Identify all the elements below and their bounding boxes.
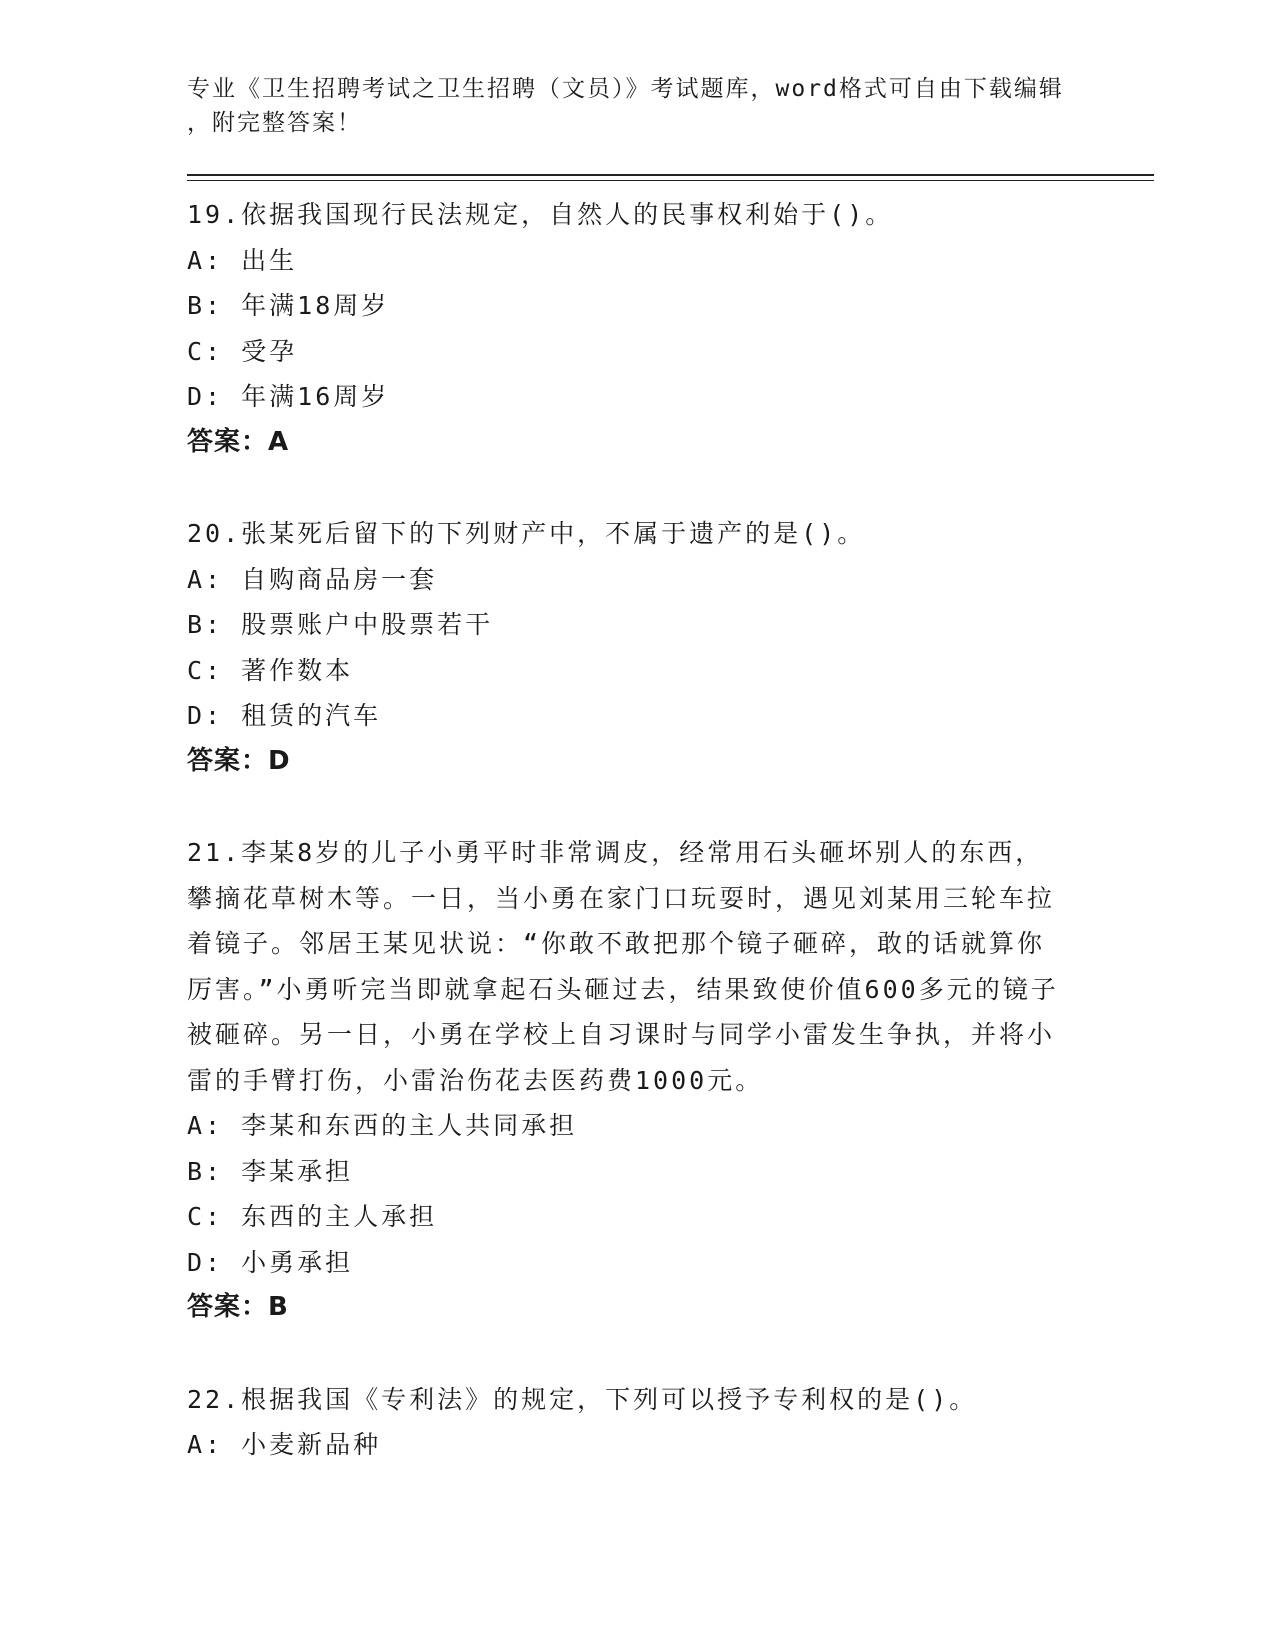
option-b: B: 李某承担: [187, 1156, 354, 1186]
question-22: [187, 1377, 1067, 1468]
question-21: [187, 830, 1067, 1331]
question-list: [187, 192, 1067, 1514]
answer-label: 答案：A: [187, 426, 290, 457]
question-stem: 21.李某8岁的儿子小勇平时非常调皮，经常用石头砸坏别人的东西，攀摘花草树木等。一日，当小勇在家门口玩耍时，遇见刘某用三轮车拉着镜子。邻居王某见状说：“你敢不敢把那个镜子砸碎，敢的话就算你厉害。”小勇听完当即就拿起石头砸过去，结果致使价值600多元的镜子被砸碎。另一日，小勇在学校上自习课时与同学小雷发生争执，并将小雷的手臂打伤，小雷治伤花去医药费1000元。: [187, 838, 1059, 1095]
option-c: C: 东西的主人承担: [187, 1202, 438, 1231]
option-a: A: 自购商品房一套: [187, 564, 438, 594]
option-a: A: 小麦新品种: [187, 1430, 382, 1459]
option-a: A: 李某和东西的主人共同承担: [187, 1111, 578, 1140]
question-19: [187, 192, 1067, 465]
option-b: B: 股票账户中股票若干: [187, 610, 494, 639]
question-stem: 20.张某死后留下的下列财产中，不属于遗产的是()。: [187, 519, 866, 548]
option-c: C: 受孕: [187, 336, 298, 366]
option-d: D: 年满16周岁: [187, 382, 390, 411]
document-header: [187, 72, 1087, 140]
header-line-1: 专业《卫生招聘考试之卫生招聘（文员）》考试题库，word格式可自由下载编辑: [187, 76, 1064, 102]
option-a: A: 出生: [187, 245, 298, 275]
question-20: [187, 511, 1067, 784]
option-d: D: 小勇承担: [187, 1247, 354, 1277]
header-divider-thin: [187, 180, 1154, 181]
header-divider-thick: [187, 174, 1154, 176]
question-stem: 22.根据我国《专利法》的规定，下列可以授予专利权的是()。: [187, 1384, 978, 1414]
question-stem: 19.依据我国现行民法规定，自然人的民事权利始于()。: [187, 200, 894, 229]
option-b: B: 年满18周岁: [187, 291, 390, 320]
option-d: D: 租赁的汽车: [187, 701, 382, 730]
option-c: C: 著作数本: [187, 655, 354, 685]
answer-label: 答案：D: [187, 745, 291, 776]
answer-label: 答案：B: [187, 1292, 289, 1322]
header-line-2: ，附完整答案！: [187, 110, 362, 136]
